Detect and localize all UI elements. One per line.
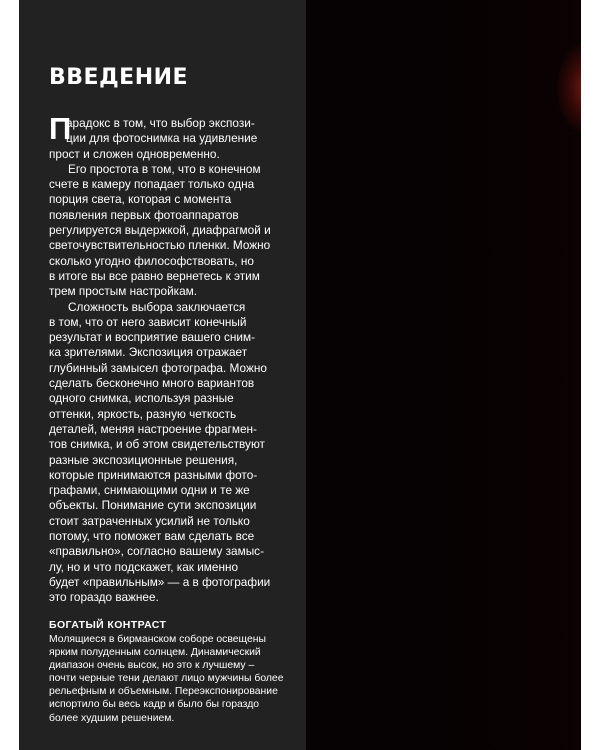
body-line: счете в камеру попадает только одна: [49, 177, 255, 192]
caption-heading: БОГАТЫЙ КОНТРАСТ: [49, 619, 167, 631]
body-line: Сложность выбора заключается: [68, 299, 246, 314]
body-line: ции для фотоснимка на удивление: [66, 131, 258, 146]
body-line: в том, что от него зависит конечный: [49, 314, 247, 329]
body-line: тов снимка, и об этом свидетельствуют: [49, 437, 265, 452]
article-body: [49, 111, 281, 606]
body-line: лу, но и что подскажет, как именно: [49, 559, 239, 574]
body-line: регулируется выдержкой, диафрагмой и: [49, 223, 271, 238]
body-line: объекты. Понимание сути экспозиции: [49, 498, 257, 513]
body-line: арадокс в том, что выбор экспози-: [66, 116, 255, 130]
body-line: стоит затраченных усилий не только: [49, 513, 250, 528]
body-line: Его простота в том, что в конечном: [68, 161, 261, 176]
caption-line: рельефным и объемным. Переэкспонирование: [49, 686, 278, 698]
body-line: оттенки, яркость, разную четкость: [49, 406, 237, 421]
body-line: трем простым настройкам.: [49, 284, 198, 299]
body-line: порция света, которая с момента: [49, 192, 232, 207]
photo-shadow: [441, 0, 581, 750]
body-line: потому, что поможет вам сделать все: [49, 529, 255, 544]
caption-line: Молящиеся в бирманском соборе освещены: [49, 634, 266, 645]
body-line: в итоге вы все равно вернетесь к этим: [49, 268, 260, 283]
body-line: деталей, меняя настроение фрагмен-: [49, 421, 257, 436]
caption-line: ярким полуденным солнцем. Динамический: [49, 647, 261, 659]
body-line: результат и восприятие вашего сним-: [49, 330, 256, 345]
body-line: сколько угодно философствовать, но: [49, 253, 254, 268]
body-line: графами, снимающими одни и те же: [49, 483, 250, 498]
body-line: появления первых фотоаппаратов: [49, 207, 239, 222]
photo-caption: [49, 633, 289, 725]
body-line: «правильно», согласно вашему замыс-: [49, 544, 265, 559]
body-line: ка зрителями. Экспозиция отражает: [49, 345, 248, 360]
chapter-title: ВВЕДЕНИЕ: [49, 65, 189, 90]
body-line: светочувствительностью пленки. Можно: [49, 238, 271, 253]
caption-line: диапазон очень высок, но это к лучшему –: [49, 660, 255, 672]
body-line: сделать бесконечно много вариантов: [49, 376, 255, 391]
body-line: разные экспозиционные решения,: [49, 452, 238, 467]
caption-line: почти черные тени делают лицо мужчины более: [49, 673, 284, 685]
body-line: которые принимаются разными фото-: [49, 467, 258, 482]
caption-line: испортило бы весь кадр и было бы гораздо: [49, 699, 260, 711]
photograph: [306, 0, 581, 750]
body-line: одного снимка, используя разные: [49, 391, 234, 406]
drop-cap: П: [49, 111, 72, 146]
body-line: прост и сложен одновременно.: [49, 146, 220, 161]
caption-line: более худшим решением.: [49, 712, 175, 724]
body-line: это гораздо важнее.: [49, 590, 159, 605]
body-line: будет «правильным» — а в фотографии: [49, 574, 271, 589]
body-line: глубинный замысел фотографа. Можно: [49, 360, 267, 375]
